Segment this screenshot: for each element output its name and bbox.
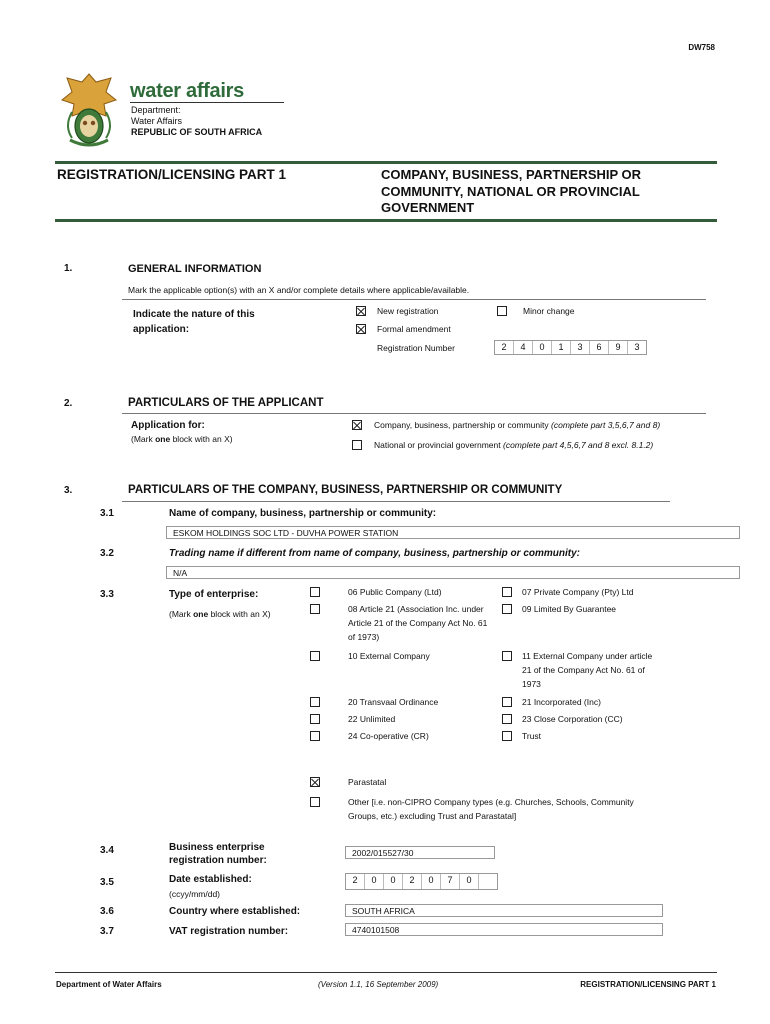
type-07-label: 07 Private Company (Pty) Ltd <box>522 587 634 597</box>
reg-digit: 3 <box>634 342 640 352</box>
type-23-checkbox[interactable] <box>502 714 512 724</box>
type-06-label: 06 Public Company (Ltd) <box>348 587 442 597</box>
dept-line-2: Water Affairs <box>131 116 183 126</box>
reg-digit: 2 <box>495 341 514 354</box>
q36-label: Country where established: <box>169 906 301 917</box>
other-type-label: Other [i.e. non-CIPRO Company types (e.g. Churches, Schools, Community Groups, etc.) excluding Trust and Parastatal] <box>348 797 634 821</box>
header-bottom-rule <box>55 219 717 222</box>
section-3-title: PARTICULARS OF THE COMPANY, BUSINESS, PARTNERSHIP OR COMMUNITY <box>128 484 563 496</box>
type-11-label: 11 External Company under article 21 of the Company Act No. 61 of 1973 <box>522 651 653 689</box>
type-24-checkbox[interactable] <box>310 731 320 741</box>
type-24-label: 24 Co-operative (CR) <box>348 731 429 741</box>
footer-rule <box>55 972 717 973</box>
reg-digit: 0 <box>533 341 552 354</box>
coat-of-arms-icon <box>56 70 122 152</box>
section-2-rule <box>122 413 706 414</box>
minor-change-label: Minor change <box>523 306 575 316</box>
type-21-label: 21 Incorporated (Inc) <box>522 697 601 707</box>
header-top-rule <box>55 161 717 164</box>
trust-label: Trust <box>522 731 542 741</box>
type-11-checkbox[interactable] <box>502 651 512 661</box>
government-applicant-checkbox[interactable] <box>352 440 362 450</box>
type-10-label: 10 External Company <box>348 651 430 661</box>
q35-label: Date established: <box>169 874 252 885</box>
type-23-label: 23 Close Corporation (CC) <box>522 714 623 724</box>
section-1-instruction: Mark the applicable option(s) with an X and/or complete details where applicable/available. <box>128 285 470 295</box>
date-digit: 0 <box>422 874 441 889</box>
formal-amendment-label: Formal amendment <box>377 324 451 334</box>
q36-number: 3.6 <box>100 906 114 917</box>
q35-number: 3.5 <box>100 877 114 888</box>
registration-number-label: Registration Number <box>377 343 455 353</box>
parastatal-checkbox[interactable] <box>310 777 320 787</box>
government-applicant-label: National or provincial government (complete part 4,5,6,7 and 8 excl. 8.1.2) <box>374 440 654 450</box>
date-digit: 0 <box>460 874 479 889</box>
section-1-title: GENERAL INFORMATION <box>128 263 262 275</box>
company-name-field[interactable]: ESKOM HOLDINGS SOC LTD - DUVHA POWER STATION <box>166 526 740 539</box>
section-2-number: 2. <box>64 398 73 409</box>
q33-note: (Mark one block with an X) <box>169 609 271 619</box>
company-applicant-label: Company, business, partnership or community (complete part 3,5,6,7 and 8) <box>374 420 661 430</box>
dept-line-3: REPUBLIC OF SOUTH AFRICA <box>131 127 263 137</box>
type-21-checkbox[interactable] <box>502 697 512 707</box>
type-22-checkbox[interactable] <box>310 714 320 724</box>
company-applicant-checkbox[interactable] <box>352 420 362 430</box>
dept-line-1: Department: <box>131 105 181 115</box>
trust-checkbox[interactable] <box>502 731 512 741</box>
footer-left: Department of Water Affairs <box>56 980 162 989</box>
date-digit: 2 <box>403 874 422 889</box>
application-for-label: Application for: <box>131 420 205 431</box>
type-09-checkbox[interactable] <box>502 604 512 614</box>
section-1-number: 1. <box>64 263 73 274</box>
date-digit: 2 <box>346 874 365 889</box>
footer-center: (Version 1.1, 16 September 2009) <box>318 980 439 989</box>
type-22-label: 22 Unlimited <box>348 714 396 724</box>
mark-one-note: (Mark one block with an X) <box>131 434 233 444</box>
reg-digit: 3 <box>571 341 590 354</box>
q31-number: 3.1 <box>100 508 114 519</box>
new-registration-checkbox[interactable] <box>356 306 366 316</box>
type-09-label: 09 Limited By Guarantee <box>522 604 617 614</box>
brand-title: water affairs <box>130 80 244 102</box>
parastatal-label: Parastatal <box>348 777 387 787</box>
brand-rule <box>130 102 284 103</box>
q34-number: 3.4 <box>100 845 114 856</box>
reg-digit: 9 <box>609 341 628 354</box>
q33-number: 3.3 <box>100 589 114 600</box>
date-format-note: (ccyy/mm/dd) <box>169 889 220 899</box>
reg-digit: 6 <box>590 341 609 354</box>
footer-right: REGISTRATION/LICENSING PART 1 <box>580 980 716 989</box>
date-digit: 7 <box>441 874 460 889</box>
section-3-rule <box>122 501 670 502</box>
minor-change-checkbox[interactable] <box>497 306 507 316</box>
type-20-label: 20 Transvaal Ordinance <box>348 697 439 707</box>
type-07-checkbox[interactable] <box>502 587 512 597</box>
registration-number-business-field[interactable]: 2002/015527/30 <box>345 846 495 859</box>
country-field[interactable]: SOUTH AFRICA <box>345 904 663 917</box>
vat-number-field[interactable]: 4740101508 <box>345 923 663 936</box>
type-20-checkbox[interactable] <box>310 697 320 707</box>
q37-number: 3.7 <box>100 926 114 937</box>
registration-number-field[interactable] <box>494 340 647 355</box>
reg-digit: 4 <box>514 341 533 354</box>
new-registration-label: New registration <box>377 306 439 316</box>
section-2-title: PARTICULARS OF THE APPLICANT <box>128 397 324 409</box>
reg-digit: 1 <box>552 341 571 354</box>
other-type-checkbox[interactable] <box>310 797 320 807</box>
type-08-checkbox[interactable] <box>310 604 320 614</box>
type-06-checkbox[interactable] <box>310 587 320 597</box>
date-digit: 0 <box>384 874 403 889</box>
formal-amendment-checkbox[interactable] <box>356 324 366 334</box>
trading-name-field[interactable]: N/A <box>166 566 740 579</box>
date-digit: 0 <box>365 874 384 889</box>
type-08-label: 08 Article 21 (Association Inc. under Article 21 of the Company Act No. 61 of 1973) <box>348 604 488 642</box>
header-left-title: REGISTRATION/LICENSING PART 1 <box>57 167 287 182</box>
date-established-field[interactable] <box>345 873 498 890</box>
q34-label: Business enterprise registration number: <box>169 842 267 866</box>
q37-label: VAT registration number: <box>169 926 289 937</box>
q32-number: 3.2 <box>100 548 114 559</box>
q31-label: Name of company, business, partnership or community: <box>169 508 437 519</box>
date-digit <box>479 874 497 889</box>
q32-label: Trading name if different from name of company, business, partnership or community: <box>169 548 580 559</box>
header-right-title: COMPANY, BUSINESS, PARTNERSHIP OR COMMUNITY, NATIONAL OR PROVINCIAL GOVERNMENT <box>381 167 642 215</box>
form-code: DW758 <box>688 43 715 52</box>
nature-question: Indicate the nature of this application: <box>133 309 255 335</box>
q33-label: Type of enterprise: <box>169 589 259 600</box>
section-3-number: 3. <box>64 485 73 496</box>
type-10-checkbox[interactable] <box>310 651 320 661</box>
section-1-rule <box>122 299 706 300</box>
